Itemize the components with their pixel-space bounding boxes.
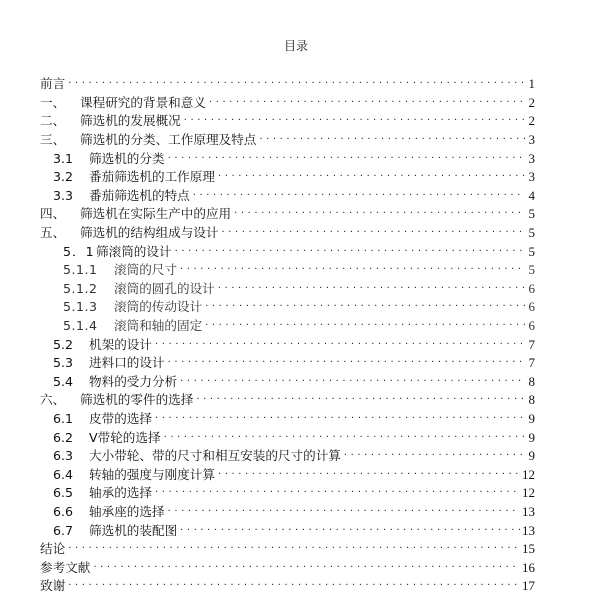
toc-entry-title: 前言	[40, 76, 66, 92]
dot-leader	[205, 317, 525, 335]
toc-entry-page-number: 5	[528, 206, 535, 222]
toc-entry[interactable]	[40, 447, 535, 466]
toc-entry-page-number: 2	[528, 94, 535, 110]
toc-entry-title: 筛选机的零件的选择	[80, 392, 194, 408]
toc-entry-title: 筛选机的发展概况	[80, 113, 181, 129]
toc-entry-title: 大小带轮、带的尺寸和相互安装的尺寸的计算	[89, 448, 341, 464]
dot-leader	[155, 484, 520, 502]
toc-entry-number: 四、	[40, 206, 66, 222]
toc-entry[interactable]	[40, 261, 535, 280]
dot-leader	[234, 205, 525, 223]
dot-leader	[222, 224, 525, 242]
toc-entry[interactable]	[40, 373, 535, 392]
dot-leader	[218, 280, 525, 298]
toc-entry-page-number: 3	[528, 132, 535, 148]
toc-entry-title: 轴承座的选择	[89, 503, 165, 519]
toc-entry-title: 番茄筛选机的工作原理	[89, 169, 215, 185]
toc-entry[interactable]	[40, 317, 535, 336]
toc-entry-title: 番茄筛选机的特点	[89, 187, 190, 203]
toc-entry-number: 5.3	[53, 355, 74, 371]
toc-entry[interactable]	[40, 75, 535, 94]
toc-entry-title: 滚筒的圆孔的设计	[114, 280, 215, 296]
toc-entry[interactable]	[40, 484, 535, 503]
toc-entry-page-number: 9	[528, 448, 535, 464]
toc-entry-page-number: 1	[528, 76, 535, 92]
toc-entry-page-number: 16	[522, 559, 535, 575]
toc-entry[interactable]	[40, 391, 535, 410]
dot-leader	[205, 298, 525, 316]
toc-entry-title: 致谢	[40, 578, 66, 594]
toc-entry-page-number: 9	[528, 429, 535, 445]
toc-entry[interactable]	[40, 521, 535, 540]
toc-entry-title: 滚筒和轴的固定	[114, 318, 203, 334]
dot-leader	[68, 577, 520, 595]
toc-entry-page-number: 9	[528, 410, 535, 426]
toc-entry[interactable]	[40, 149, 535, 168]
dot-leader	[180, 522, 520, 540]
dot-leader	[180, 373, 525, 391]
toc-entry[interactable]	[40, 577, 535, 596]
toc-entry[interactable]	[40, 187, 535, 206]
toc-entry-number: 5.4	[53, 373, 74, 389]
toc-entry-number: 5.2	[53, 336, 74, 352]
toc-entry-title: 滚筒的传动设计	[114, 299, 203, 315]
dot-leader	[259, 131, 525, 149]
toc-entry[interactable]	[40, 465, 535, 484]
dot-leader	[218, 466, 520, 484]
toc-entry[interactable]	[40, 558, 535, 577]
toc-entry-page-number: 6	[528, 318, 535, 334]
toc-entry[interactable]	[40, 131, 535, 150]
dot-leader	[155, 410, 525, 428]
toc-entry-title: 结论	[40, 541, 66, 557]
toc-entry-number: 6.5	[53, 485, 74, 501]
dot-leader	[184, 112, 525, 130]
toc-entry-page-number: 8	[528, 392, 535, 408]
dot-leader	[344, 447, 525, 465]
toc-entry-title: 筛选机的分类	[89, 150, 165, 166]
toc-entry-title: 筛选机的装配图	[89, 522, 178, 538]
toc-entry-title: 筛选机在实际生产中的应用	[80, 206, 232, 222]
dot-leader	[68, 540, 520, 558]
toc-entry-number: 3.2	[53, 169, 74, 185]
toc-entry[interactable]	[40, 410, 535, 429]
toc-entry-title: 机架的设计	[89, 336, 152, 352]
toc-entry-number: 3.3	[53, 187, 74, 203]
dot-leader	[68, 75, 525, 93]
toc-entry[interactable]	[40, 280, 535, 299]
toc-entry-number: 6.2	[53, 429, 74, 445]
toc-entry-number: 6.4	[53, 466, 74, 482]
toc-entry-number: 6.7	[53, 522, 74, 538]
toc-entry-number: 5.1.3	[63, 299, 98, 315]
toc-entry-page-number: 3	[528, 150, 535, 166]
toc-entry-page-number: 6	[528, 299, 535, 315]
toc-entry-title: 课程研究的背景和意义	[80, 94, 206, 110]
toc-entry-number: 6.3	[53, 448, 74, 464]
toc-entry-number: 五、	[40, 225, 66, 241]
toc-entry-page-number: 2	[528, 113, 535, 129]
toc-entry-title: 筛选机的分类、工作原理及特点	[80, 132, 257, 148]
toc-entry[interactable]	[40, 112, 535, 131]
toc-entry-page-number: 7	[528, 336, 535, 352]
toc-entry-page-number: 4	[528, 187, 535, 203]
toc-entry-number: 6.6	[53, 503, 74, 519]
toc-entry[interactable]	[40, 540, 535, 559]
toc-entry-page-number: 13	[522, 503, 535, 519]
toc-entry-number: 5.1.2	[63, 280, 98, 296]
toc-entry-number: 5.1.1	[63, 262, 98, 278]
toc-entry-title: 参考文献	[40, 559, 91, 575]
toc-entry-title: 皮带的选择	[89, 410, 152, 426]
toc-entry[interactable]	[40, 298, 535, 317]
toc-entry-title: 滚筒的尺寸	[114, 262, 177, 278]
toc-entry-title: 进料口的设计	[89, 355, 165, 371]
toc-entry-title: V带轮的选择	[89, 429, 161, 445]
toc-list	[40, 75, 535, 596]
toc-entry-number: 6.1	[53, 410, 74, 426]
toc-entry-page-number: 5	[528, 262, 535, 278]
toc-entry-number: 六、	[40, 392, 66, 408]
dot-leader	[168, 150, 525, 168]
toc-entry-page-number: 5	[528, 225, 535, 241]
toc-entry[interactable]	[40, 335, 535, 354]
toc-entry-number: 一、	[40, 94, 66, 110]
toc-entry[interactable]	[40, 428, 535, 447]
toc-entry-page-number: 12	[522, 466, 535, 482]
toc-entry-title: 筛滚筒的设计	[96, 243, 172, 259]
toc-entry-number: 5．1	[63, 243, 95, 259]
toc-entry-number: 5.1.4	[63, 318, 98, 334]
toc-entry-page-number: 13	[522, 522, 535, 538]
dot-leader	[164, 429, 525, 447]
toc-entry[interactable]	[40, 503, 535, 522]
toc-entry-page-number: 5	[528, 243, 535, 259]
dot-leader	[155, 336, 525, 354]
toc-entry-number: 二、	[40, 113, 66, 129]
dot-leader	[180, 261, 525, 279]
toc-entry-title: 筛选机的结构组成与设计	[80, 225, 219, 241]
toc-entry[interactable]	[40, 205, 535, 224]
dot-leader	[196, 391, 525, 409]
toc-entry-title: 转轴的强度与刚度计算	[89, 466, 215, 482]
dot-leader	[209, 94, 525, 112]
toc-entry-title: 物料的受力分析	[89, 373, 178, 389]
toc-entry[interactable]	[40, 168, 535, 187]
toc-entry[interactable]	[40, 354, 535, 373]
toc-entry-page-number: 6	[528, 280, 535, 296]
dot-leader	[193, 187, 525, 205]
dot-leader	[168, 354, 525, 372]
toc-entry-page-number: 3	[528, 169, 535, 185]
toc-entry-page-number: 17	[522, 578, 535, 594]
toc-entry-title: 轴承的选择	[89, 485, 152, 501]
toc-entry-page-number: 8	[528, 373, 535, 389]
dot-leader	[168, 503, 520, 521]
dot-leader	[93, 559, 520, 577]
toc-entry-page-number: 12	[522, 485, 535, 501]
page-title: 目录	[283, 39, 308, 53]
toc-entry-number: 三、	[40, 132, 66, 148]
dot-leader	[218, 168, 525, 186]
dot-leader	[175, 243, 525, 261]
toc-entry-page-number: 15	[522, 541, 535, 557]
toc-entry[interactable]	[40, 224, 535, 243]
toc-entry[interactable]	[40, 94, 535, 113]
toc-entry[interactable]	[40, 242, 535, 261]
toc-entry-page-number: 7	[528, 355, 535, 371]
toc-entry-number: 3.1	[53, 150, 74, 166]
